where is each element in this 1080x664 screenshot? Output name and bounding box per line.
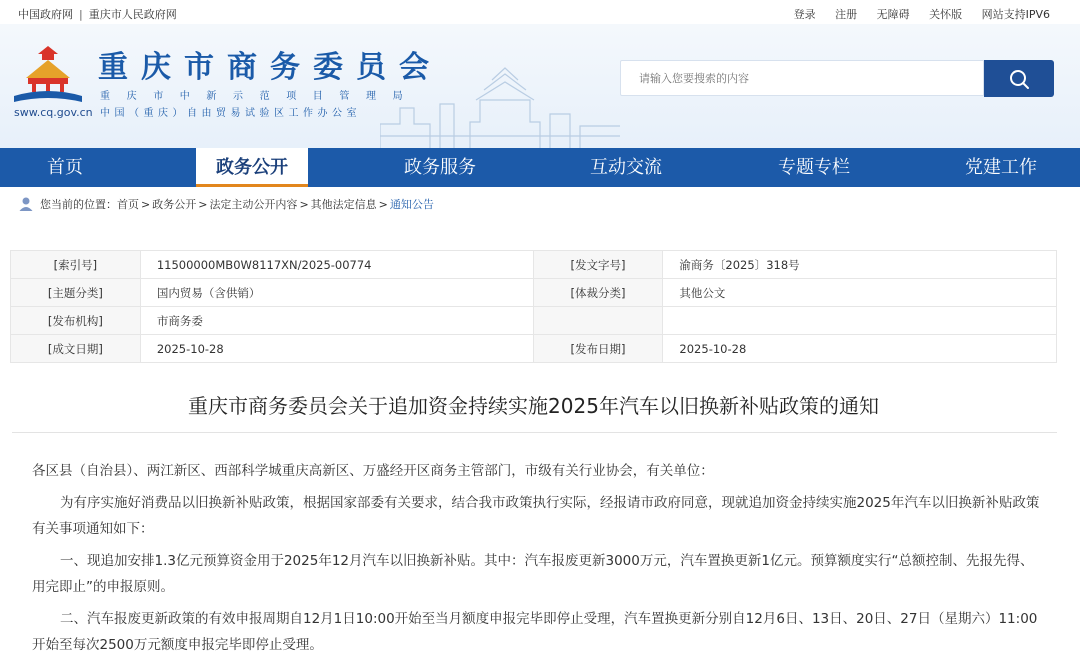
article-body: [32, 458, 1042, 664]
genre-value: 其他公文: [663, 279, 1057, 307]
article-paragraph: 为有序实施好消费品以旧换新补贴政策，根据国家部委有关要求，结合我市政策执行实际，经报请市政府同意，现就追加资金持续实施2025年汽车以旧换新补贴政策有关事项通知如下：: [32, 495, 1040, 537]
search-input[interactable]: [637, 61, 971, 95]
nav-gov-affairs-open[interactable]: 政务公开: [196, 148, 308, 187]
site-subtitle-2: 中国（重庆）自由贸易试验区工作办公室: [100, 108, 361, 119]
empty-cell: [533, 307, 663, 335]
gov-portal-link[interactable]: 中国政府网: [18, 8, 73, 21]
commission-logo-icon: [12, 44, 84, 104]
breadcrumb-arrow: >: [141, 197, 151, 211]
created-date-value: 2025-10-28: [140, 335, 533, 363]
doc-number-label: [发文字号]: [533, 251, 663, 279]
published-date-value: 2025-10-28: [663, 335, 1057, 363]
breadcrumb-arrow: >: [198, 197, 208, 211]
created-date-label: [成文日期]: [11, 335, 141, 363]
search-box: [620, 60, 984, 96]
top-separator: |: [79, 8, 83, 21]
ipv6-link[interactable]: 网站支持IPV6: [981, 8, 1050, 21]
doc-number-value: 渝商务〔2025〕318号: [663, 251, 1057, 279]
login-link[interactable]: 登录: [793, 8, 816, 21]
topic-value: 国内贸易（含供销）: [140, 279, 533, 307]
top-utility-bar: [0, 0, 1080, 24]
accessibility-link[interactable]: 无障碍: [876, 8, 910, 21]
article-paragraph: 一、现追加安排1.3亿元预算资金用于2025年12月汽车以旧换新补贴。其中：汽车报废更新3000万元，汽车置换更新1亿元。预算额度实行“总额控制、先报先得、用完即止”的申报原则。: [32, 553, 1034, 595]
issuer-value: 市商务委: [140, 307, 533, 335]
article-paragraph: 各区县（自治县）、两江新区、西部科学城重庆高新区、万盛经开区商务主管部门，市级有关行业协会，有关单位：: [32, 463, 714, 479]
breadcrumb-gov-affairs[interactable]: 政务公开: [152, 198, 197, 211]
genre-label: [体裁分类]: [533, 279, 663, 307]
nav-home[interactable]: 首页: [47, 157, 83, 178]
breadcrumb-statutory[interactable]: 法定主动公开内容: [209, 198, 298, 211]
document-meta-table: [10, 250, 1057, 363]
breadcrumb-prefix: 您当前的位置：: [40, 198, 117, 211]
search-icon: [1008, 68, 1030, 90]
index-value: 11500000MB0W8117XN/2025-00774: [140, 251, 533, 279]
article-paragraph: 二、汽车报废更新政策的有效申报周期自12月1日10:00开始至当月额度申报完毕即停止受理，汽车置换更新分别自12月6日、13日、20日、27日（星期六）11:00开始至每次2500万元额度申报完毕即停止受理。: [32, 611, 1038, 653]
register-link[interactable]: 注册: [835, 8, 858, 21]
table-row: [11, 279, 1057, 307]
header-banner: [0, 24, 1080, 148]
top-links-right: [778, 6, 1050, 22]
site-title: 重庆市商务委员会: [98, 50, 442, 85]
breadcrumb-other-info[interactable]: 其他法定信息: [310, 198, 377, 211]
breadcrumb-arrow: >: [378, 197, 388, 211]
table-row: [11, 307, 1057, 335]
site-subtitle-1: 重庆市中新示范项目管理局: [100, 91, 420, 102]
table-row: [11, 251, 1057, 279]
cq-gov-link[interactable]: 重庆市人民政府网: [88, 8, 177, 21]
nav-interaction[interactable]: 互动交流: [590, 157, 662, 178]
breadcrumb-current[interactable]: 通知公告: [389, 198, 434, 211]
nav-party-building[interactable]: 党建工作: [965, 157, 1037, 178]
nav-gov-services[interactable]: 政务服务: [404, 157, 476, 178]
topic-label: [主题分类]: [11, 279, 141, 307]
top-links-left: [18, 6, 183, 22]
index-label: [索引号]: [11, 251, 141, 279]
nav-special-topics[interactable]: 专题专栏: [778, 157, 850, 178]
search-button[interactable]: [984, 60, 1054, 97]
breadcrumb-home[interactable]: 首页: [117, 198, 139, 211]
breadcrumb: [18, 196, 434, 212]
site-url: sww.cq.gov.cn: [14, 106, 93, 119]
user-location-icon: [18, 196, 34, 212]
breadcrumb-arrow: >: [299, 197, 309, 211]
table-row: [11, 335, 1057, 363]
article-title: 重庆市商务委员会关于追加资金持续实施2025年汽车以旧换新补贴政策的通知: [188, 394, 879, 418]
title-divider: [12, 432, 1057, 433]
empty-cell: [663, 307, 1057, 335]
main-nav: [0, 148, 1080, 187]
issuer-label: [发布机构]: [11, 307, 141, 335]
published-date-label: [发布日期]: [533, 335, 663, 363]
elderly-mode-link[interactable]: 关怀版: [929, 8, 963, 21]
